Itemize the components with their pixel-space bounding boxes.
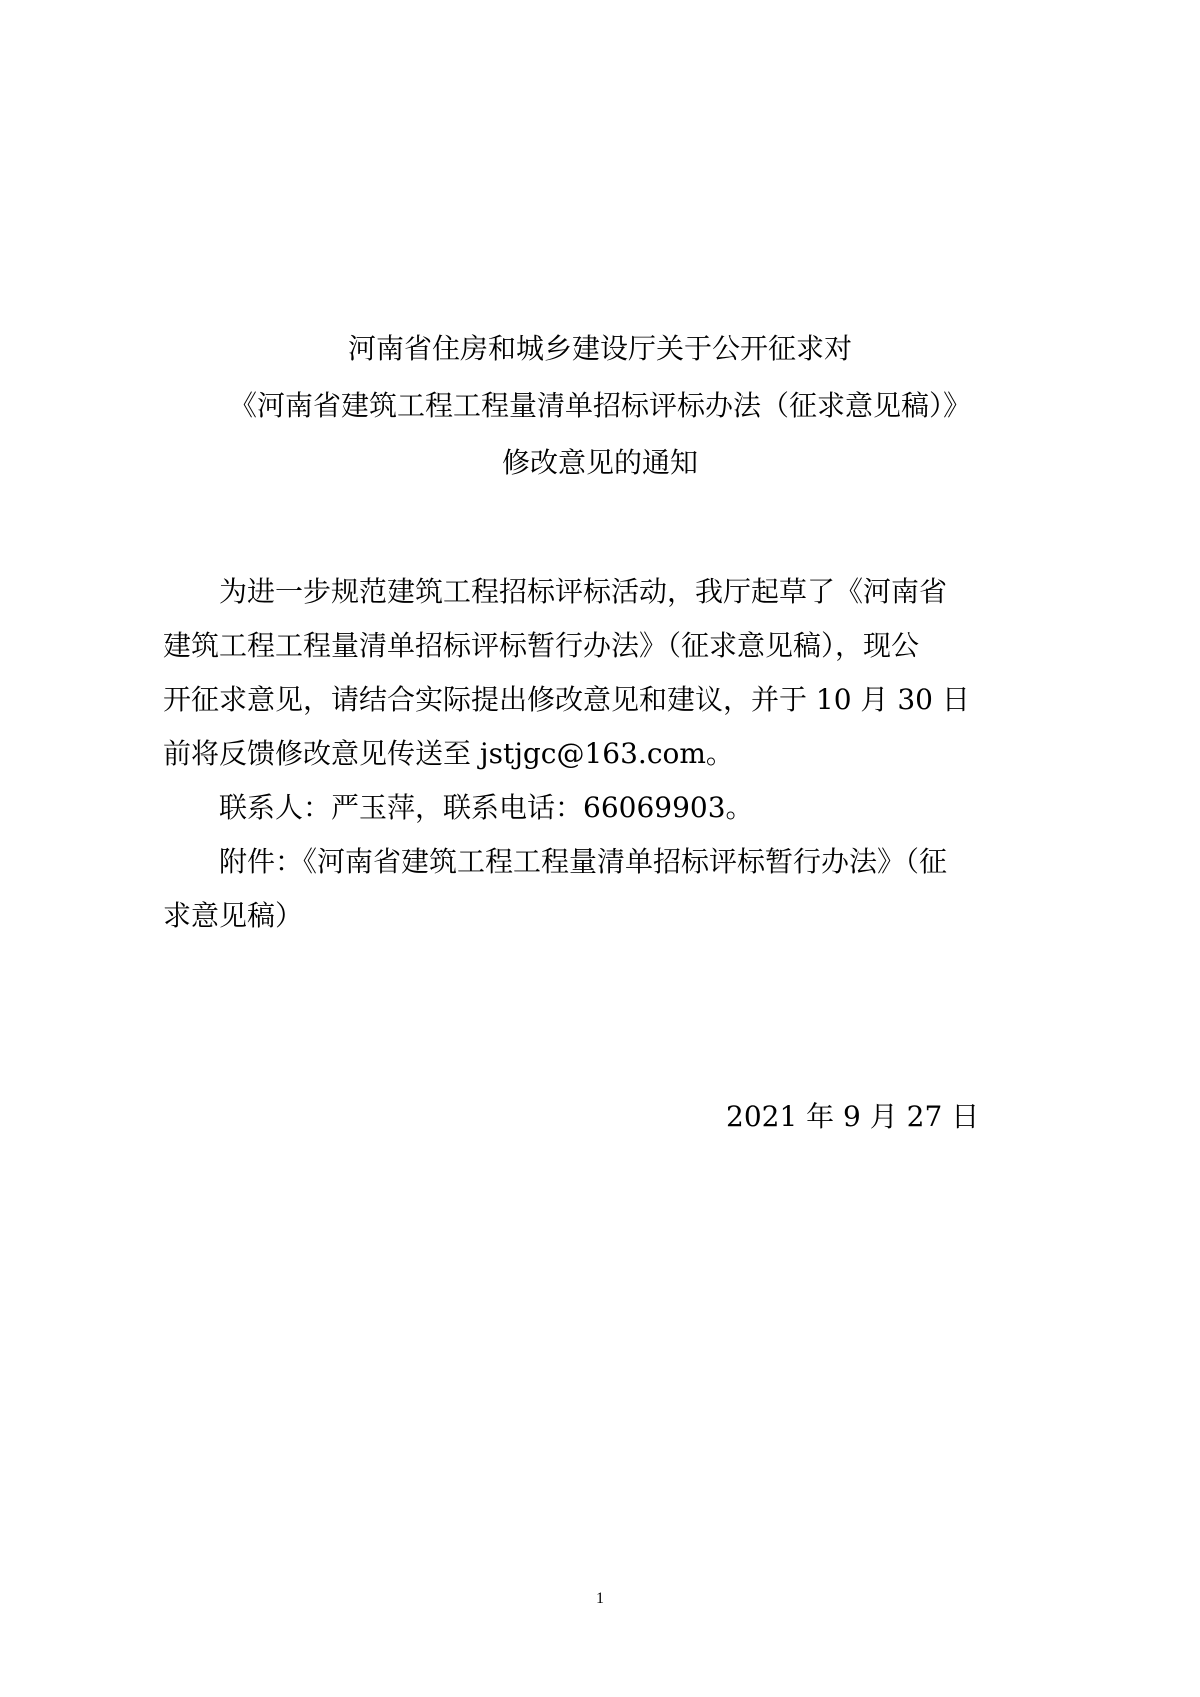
document-title xyxy=(0,320,1200,491)
body-line-7 xyxy=(163,889,1043,943)
title-line-3: 修改意见的通知 xyxy=(501,446,698,479)
attachment-line-1: 附件：《河南省建筑工程工程量清单招标评标暂行办法》（征 xyxy=(219,845,948,878)
body-line-4 xyxy=(163,727,1043,781)
body-line-1 xyxy=(163,565,1043,619)
issue-date: 2021 年 9 月 27 日 xyxy=(726,1100,980,1133)
paragraph-1-line-1: 为进一步规范建筑工程招标评标活动，我厅起草了《河南省 xyxy=(219,575,948,608)
contact-line: 联系人：严玉萍，联系电话：66069903。 xyxy=(219,791,754,824)
title-line-2: 《河南省建筑工程工程量清单招标评标办法（征求意见稿）》 xyxy=(228,389,971,422)
attachment-line-2: 求意见稿） xyxy=(163,899,304,932)
paragraph-1-line-3: 开征求意见，请结合实际提出修改意见和建议，并于 10 月 30 日 xyxy=(163,683,970,716)
body-line-6 xyxy=(163,835,1043,889)
body-line-5 xyxy=(163,781,1043,835)
paragraph-1-line-4: 前将反馈修改意见传送至 jstjgc@163.com。 xyxy=(163,737,734,770)
body-line-2 xyxy=(163,619,1043,673)
body-line-3 xyxy=(163,673,1043,727)
title-line-1: 河南省住房和城乡建设厅关于公开征求对 xyxy=(347,332,852,365)
page-number: 1 xyxy=(596,1590,604,1607)
paragraph-1-line-2: 建筑工程工程量清单招标评标暂行办法》（征求意见稿），现公 xyxy=(163,629,920,662)
